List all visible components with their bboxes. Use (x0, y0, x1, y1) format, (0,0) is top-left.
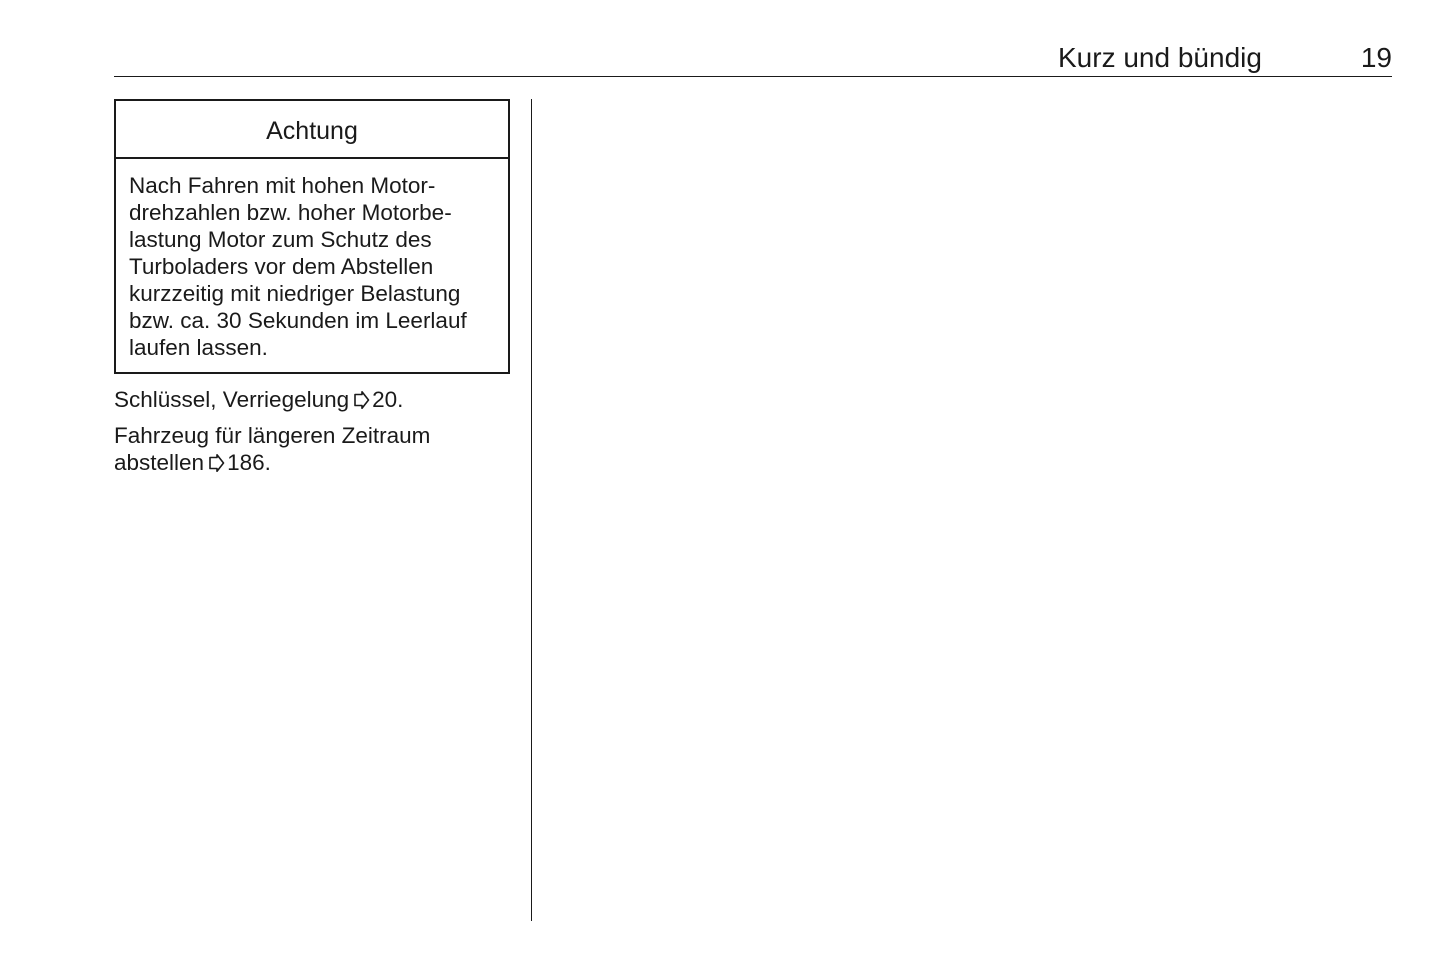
warning-box (114, 99, 510, 374)
reference-line (114, 449, 430, 476)
reference-page-link[interactable]: 186. (227, 450, 271, 475)
reference-keys-locking (114, 386, 403, 413)
reference-line: Fahrzeug für längeren Zeitraum (114, 423, 431, 448)
reference-page-link[interactable]: 20. (372, 387, 404, 412)
arrow-right-outline-icon (207, 451, 225, 469)
warning-title: Achtung (116, 101, 508, 159)
warning-line: lastung Motor zum Schutz des (129, 227, 432, 252)
warning-body (116, 159, 508, 361)
reference-long-term-storage (114, 422, 430, 476)
section-title: Kurz und bündig (1058, 42, 1262, 73)
warning-line: Nach Fahren mit hohen Motor- (129, 173, 436, 198)
header-rule (114, 76, 1392, 77)
warning-line: Turboladers vor dem Abstellen (129, 254, 434, 279)
reference-text: Schlüssel, Verriegelung (114, 387, 350, 412)
warning-line: bzw. ca. 30 Sekunden im Leerlauf (129, 308, 467, 333)
reference-text: abstellen (114, 450, 205, 475)
warning-line: drehzahlen bzw. hoher Motorbe- (129, 200, 452, 225)
page-number: 19 (1360, 42, 1392, 73)
warning-line: laufen lassen. (129, 335, 268, 360)
reference-line (114, 386, 403, 413)
column-divider (531, 99, 532, 921)
warning-line: kurzzeitig mit niedriger Belastung (129, 281, 461, 306)
arrow-right-outline-icon (352, 388, 370, 406)
